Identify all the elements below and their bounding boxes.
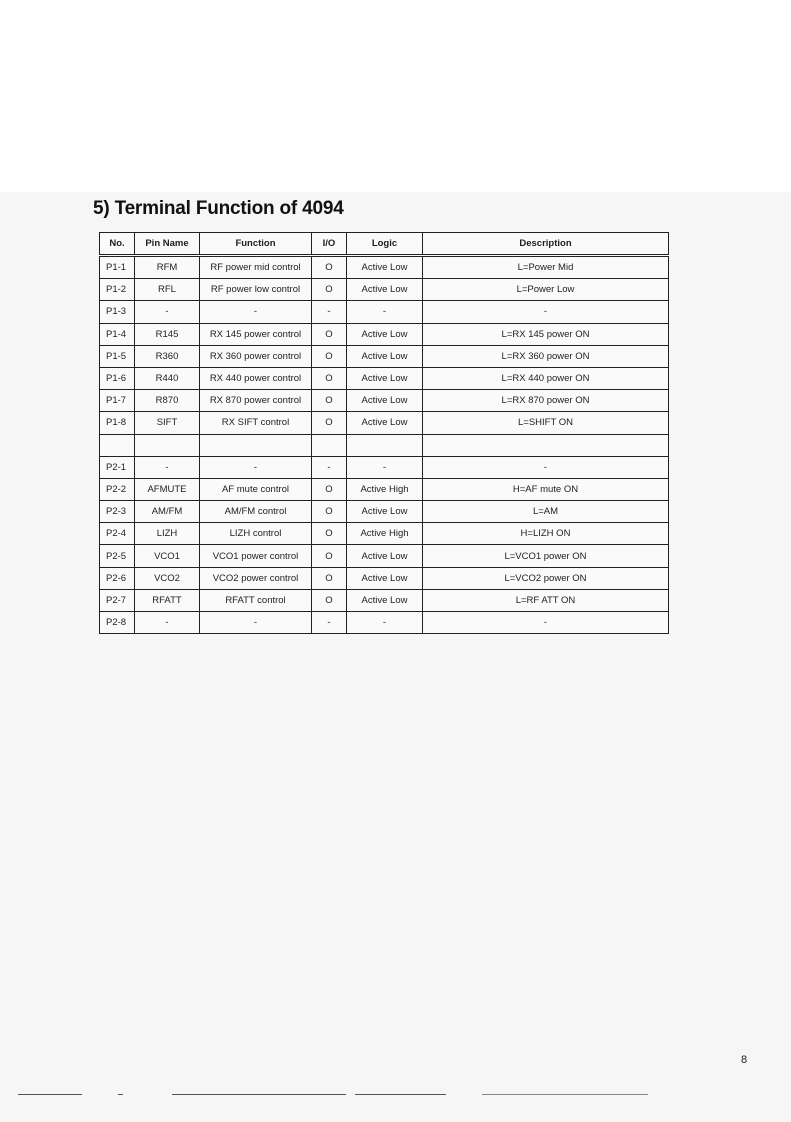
cell-description: L=RX 870 power ON <box>423 390 669 412</box>
table-row <box>100 589 669 611</box>
cell-function: RFATT control <box>200 589 312 611</box>
cell-function: AM/FM control <box>200 501 312 523</box>
cell-no: P1-3 <box>100 301 135 323</box>
cell-no: P2-5 <box>100 545 135 567</box>
table-row <box>100 279 669 301</box>
table-row <box>100 567 669 589</box>
cell-description: L=RX 360 power ON <box>423 345 669 367</box>
cell-pin-name: R440 <box>135 367 200 389</box>
cell-logic: - <box>347 301 423 323</box>
cell-io: O <box>312 256 347 279</box>
header-logic: Logic <box>347 233 423 256</box>
cell-no: P1-1 <box>100 256 135 279</box>
cell-pin-name: RFL <box>135 279 200 301</box>
cell-no: P1-7 <box>100 390 135 412</box>
cell-io: O <box>312 412 347 434</box>
header-pin-name: Pin Name <box>135 233 200 256</box>
cell-pin-name: RFATT <box>135 589 200 611</box>
cell-logic: Active Low <box>347 501 423 523</box>
table-row <box>100 456 669 478</box>
terminal-function-table <box>99 232 669 634</box>
cell-pin-name: VCO2 <box>135 567 200 589</box>
cell-no: P2-3 <box>100 501 135 523</box>
cell-description: L=RF ATT ON <box>423 589 669 611</box>
cell-description: L=Power Low <box>423 279 669 301</box>
cell-logic: Active Low <box>347 567 423 589</box>
cell-pin-name: SIFT <box>135 412 200 434</box>
cell-pin-name: R360 <box>135 345 200 367</box>
cell-no: P2-2 <box>100 478 135 500</box>
header-function: Function <box>200 233 312 256</box>
cell-io: O <box>312 323 347 345</box>
cell-function: RX 870 power control <box>200 390 312 412</box>
table-row <box>100 612 669 634</box>
cell-pin-name: - <box>135 456 200 478</box>
header-no: No. <box>100 233 135 256</box>
table-row <box>100 367 669 389</box>
cell-function: RF power mid control <box>200 256 312 279</box>
cell-description <box>423 434 669 456</box>
cell-description: H=LIZH ON <box>423 523 669 545</box>
cell-no: P2-1 <box>100 456 135 478</box>
cell-io: O <box>312 478 347 500</box>
footer-rule <box>118 1094 123 1095</box>
cell-no: P1-5 <box>100 345 135 367</box>
cell-io: O <box>312 545 347 567</box>
cell-io <box>312 434 347 456</box>
cell-description: L=RX 440 power ON <box>423 367 669 389</box>
cell-function: RX 145 power control <box>200 323 312 345</box>
cell-description: L=RX 145 power ON <box>423 323 669 345</box>
cell-pin-name: AFMUTE <box>135 478 200 500</box>
table-row <box>100 323 669 345</box>
cell-pin-name: - <box>135 612 200 634</box>
cell-function: - <box>200 301 312 323</box>
page-title: 5) Terminal Function of 4094 <box>93 198 344 219</box>
cell-description: H=AF mute ON <box>423 478 669 500</box>
cell-description: L=AM <box>423 501 669 523</box>
table-row <box>100 412 669 434</box>
cell-logic: Active Low <box>347 367 423 389</box>
table-row <box>100 501 669 523</box>
cell-logic: Active Low <box>347 390 423 412</box>
table-row <box>100 301 669 323</box>
cell-function: RX 440 power control <box>200 367 312 389</box>
table-row <box>100 545 669 567</box>
cell-io: - <box>312 301 347 323</box>
cell-function: RX 360 power control <box>200 345 312 367</box>
cell-io: - <box>312 612 347 634</box>
cell-no: P2-7 <box>100 589 135 611</box>
cell-function <box>200 434 312 456</box>
cell-pin-name: RFM <box>135 256 200 279</box>
cell-function: VCO2 power control <box>200 567 312 589</box>
cell-logic: Active Low <box>347 345 423 367</box>
cell-no: P1-6 <box>100 367 135 389</box>
cell-description: L=VCO1 power ON <box>423 545 669 567</box>
cell-logic: - <box>347 612 423 634</box>
cell-pin-name: R870 <box>135 390 200 412</box>
cell-no: P1-8 <box>100 412 135 434</box>
table-row <box>100 478 669 500</box>
cell-description: L=SHIFT ON <box>423 412 669 434</box>
cell-io: O <box>312 589 347 611</box>
cell-pin-name: AM/FM <box>135 501 200 523</box>
table-row <box>100 345 669 367</box>
table-header-row <box>100 233 669 256</box>
cell-function: - <box>200 612 312 634</box>
cell-logic <box>347 434 423 456</box>
footer-rule <box>172 1094 346 1095</box>
cell-no: P1-4 <box>100 323 135 345</box>
cell-io: O <box>312 345 347 367</box>
cell-description: - <box>423 456 669 478</box>
footer-rule <box>355 1094 446 1095</box>
header-description: Description <box>423 233 669 256</box>
cell-pin-name <box>135 434 200 456</box>
cell-function: LIZH control <box>200 523 312 545</box>
cell-logic: Active Low <box>347 589 423 611</box>
cell-no <box>100 434 135 456</box>
page-number: 8 <box>741 1054 748 1066</box>
footer-rule <box>18 1094 82 1095</box>
cell-description: L=Power Mid <box>423 256 669 279</box>
cell-io: O <box>312 501 347 523</box>
cell-pin-name: R145 <box>135 323 200 345</box>
table-body <box>100 256 669 634</box>
header-io: I/O <box>312 233 347 256</box>
cell-io: - <box>312 456 347 478</box>
cell-pin-name: - <box>135 301 200 323</box>
cell-logic: Active Low <box>347 323 423 345</box>
cell-pin-name: LIZH <box>135 523 200 545</box>
cell-io: O <box>312 390 347 412</box>
cell-description: - <box>423 612 669 634</box>
cell-function: - <box>200 456 312 478</box>
cell-io: O <box>312 367 347 389</box>
cell-no: P2-6 <box>100 567 135 589</box>
cell-logic: Active Low <box>347 545 423 567</box>
table-row <box>100 390 669 412</box>
cell-no: P2-4 <box>100 523 135 545</box>
cell-io: O <box>312 567 347 589</box>
cell-logic: Active Low <box>347 256 423 279</box>
cell-io: O <box>312 523 347 545</box>
table-row <box>100 523 669 545</box>
cell-function: VCO1 power control <box>200 545 312 567</box>
cell-logic: Active High <box>347 478 423 500</box>
cell-logic: Active Low <box>347 279 423 301</box>
cell-logic: - <box>347 456 423 478</box>
cell-no: P1-2 <box>100 279 135 301</box>
cell-io: O <box>312 279 347 301</box>
cell-function: RF power low control <box>200 279 312 301</box>
cell-description: L=VCO2 power ON <box>423 567 669 589</box>
cell-logic: Active Low <box>347 412 423 434</box>
table-row <box>100 434 669 456</box>
footer-rule <box>482 1094 648 1095</box>
cell-function: AF mute control <box>200 478 312 500</box>
cell-function: RX SIFT control <box>200 412 312 434</box>
cell-pin-name: VCO1 <box>135 545 200 567</box>
cell-description: - <box>423 301 669 323</box>
cell-logic: Active High <box>347 523 423 545</box>
cell-no: P2-8 <box>100 612 135 634</box>
table-row <box>100 256 669 279</box>
